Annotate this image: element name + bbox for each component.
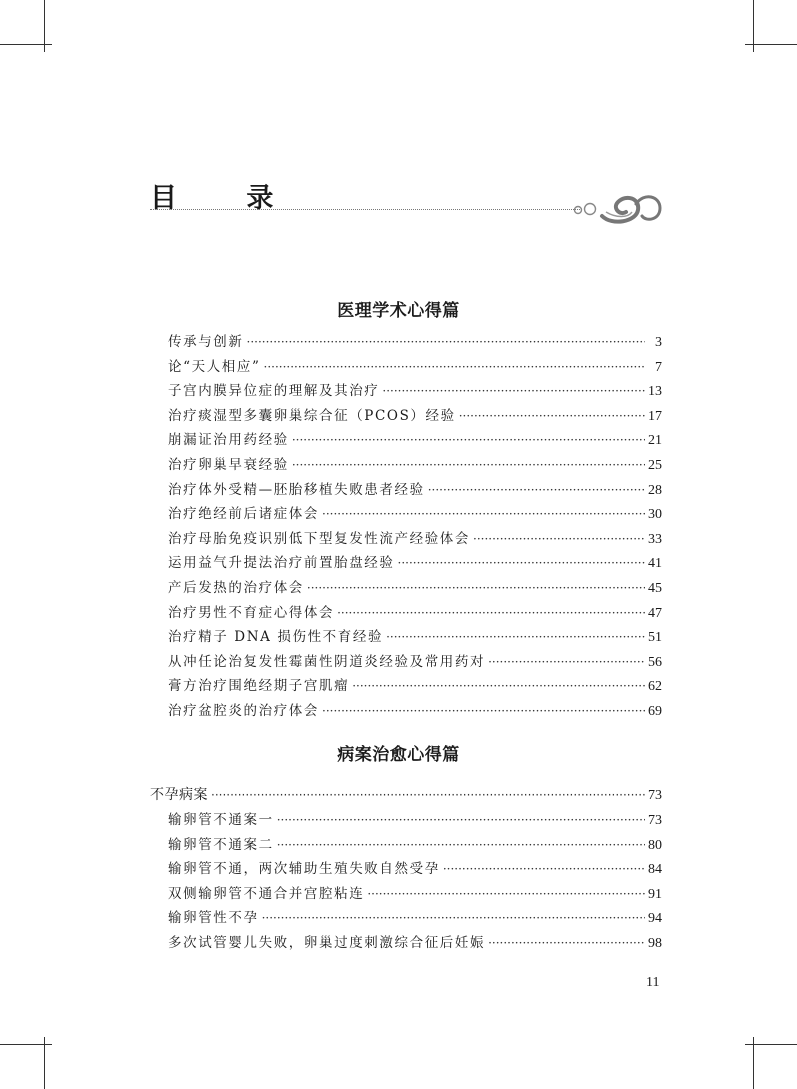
leader-dots bbox=[382, 384, 645, 398]
toc-entry-page: 80 bbox=[648, 837, 662, 853]
leader-dots bbox=[277, 813, 645, 827]
leader-dots bbox=[262, 911, 645, 925]
toc-entry-label: 输卵管不通案一 bbox=[168, 812, 274, 828]
toc-entry-page: 51 bbox=[648, 630, 662, 646]
toc-entry-page: 84 bbox=[648, 862, 662, 878]
leader-dots bbox=[459, 409, 645, 423]
leader-dots bbox=[337, 606, 645, 620]
toc-entry-label: 膏方治疗围绝经期子宫肌瘤 bbox=[168, 678, 350, 695]
toc-entry[interactable] bbox=[168, 404, 662, 429]
toc-entry-page: 73 bbox=[648, 813, 662, 828]
toc-entry-page: 30 bbox=[648, 507, 662, 523]
leader-dots bbox=[367, 887, 645, 901]
toc-entry-label: 治疗卵巢早衰经验 bbox=[168, 456, 289, 473]
page-header bbox=[150, 176, 665, 226]
leader-dots bbox=[473, 532, 645, 546]
page-title: 目 录 bbox=[150, 183, 304, 214]
crop-mark bbox=[0, 44, 52, 45]
leader-dots bbox=[264, 360, 645, 374]
toc-entry[interactable] bbox=[168, 551, 662, 576]
cloud-ornament-icon bbox=[556, 190, 666, 228]
leader-dots bbox=[322, 507, 645, 521]
toc-entry-page: 17 bbox=[648, 408, 662, 424]
toc-entry[interactable] bbox=[168, 906, 662, 931]
leader-dots bbox=[488, 655, 645, 669]
toc-entry[interactable] bbox=[168, 453, 662, 478]
toc-entry-page: 47 bbox=[648, 605, 662, 621]
toc-entry[interactable] bbox=[168, 379, 662, 404]
toc-entry-page: 21 bbox=[648, 433, 662, 449]
crop-mark bbox=[0, 1044, 52, 1045]
section-heading: 病案治愈心得篇 bbox=[337, 745, 460, 765]
toc-entry-label: 治疗男性不育症心得体会 bbox=[168, 604, 335, 621]
toc-entry-page: 69 bbox=[648, 703, 662, 719]
toc-entry[interactable] bbox=[168, 330, 662, 355]
title-rule bbox=[150, 209, 582, 210]
toc-entry-page: 91 bbox=[648, 886, 662, 902]
toc-entry-page: 25 bbox=[648, 457, 662, 473]
toc-entry-page: 94 bbox=[648, 911, 662, 927]
toc-entry[interactable] bbox=[168, 833, 662, 858]
toc-entry-page: 98 bbox=[648, 935, 662, 951]
toc-category-page: 73 bbox=[648, 788, 662, 803]
toc-entry-label: 治疗绝经前后诸症体会 bbox=[168, 506, 319, 523]
leader-dots bbox=[247, 335, 646, 349]
toc-entry-label: 子宫内膜异位症的理解及其治疗 bbox=[168, 383, 380, 400]
leader-dots bbox=[277, 838, 645, 852]
toc-category bbox=[150, 784, 662, 809]
toc-entry-label: 治疗精子 DNA 损伤性不育经验 bbox=[168, 629, 384, 646]
leader-dots bbox=[443, 862, 645, 876]
toc-entry-label: 崩漏证治用药经验 bbox=[168, 432, 289, 449]
leader-dots bbox=[352, 679, 645, 693]
toc-entry[interactable] bbox=[168, 650, 662, 675]
toc-entry[interactable] bbox=[168, 428, 662, 453]
crop-mark bbox=[745, 44, 797, 45]
toc-entry-page: 28 bbox=[648, 482, 662, 498]
toc-entry[interactable] bbox=[168, 601, 662, 626]
toc-entry-label: 产后发热的治疗体会 bbox=[168, 579, 304, 596]
toc-entry-label: 论“天人相应” bbox=[168, 358, 261, 375]
toc-entry[interactable] bbox=[168, 857, 662, 882]
toc-entry-label: 传承与创新 bbox=[168, 334, 244, 350]
leader-dots bbox=[386, 630, 645, 644]
leader-dots bbox=[211, 788, 645, 802]
leader-dots bbox=[428, 483, 645, 497]
toc-entry-page: 33 bbox=[648, 531, 662, 547]
toc-entry[interactable] bbox=[168, 576, 662, 601]
toc-entry-label: 输卵管不通，两次辅助生殖失败自然受孕 bbox=[168, 861, 440, 878]
toc-entry-label: 双侧输卵管不通合并宫腔粘连 bbox=[168, 885, 365, 902]
toc-entry[interactable] bbox=[168, 502, 662, 527]
leader-dots bbox=[307, 581, 645, 595]
toc-entry[interactable] bbox=[168, 882, 662, 907]
toc-entry-page: 3 bbox=[655, 335, 662, 350]
toc-entry-label: 输卵管性不孕 bbox=[168, 910, 259, 927]
toc-entry[interactable] bbox=[168, 527, 662, 552]
toc-entry-label: 输卵管不通案二 bbox=[168, 836, 274, 853]
toc-entry-page: 13 bbox=[648, 384, 662, 400]
page-number: 11 bbox=[646, 975, 660, 990]
toc-entry-label: 治疗痰湿型多囊卵巢综合征（PCOS）经验 bbox=[168, 407, 456, 424]
leader-dots bbox=[398, 556, 646, 570]
toc-entry[interactable] bbox=[168, 674, 662, 699]
toc-list bbox=[168, 808, 662, 956]
toc-entry-label: 从冲任论治复发性霉菌性阴道炎经验及常用药对 bbox=[168, 653, 486, 670]
toc-list bbox=[168, 330, 662, 724]
toc-entry[interactable] bbox=[168, 931, 662, 956]
toc-category-label: 不孕病案 bbox=[150, 787, 208, 803]
toc-entry-page: 45 bbox=[648, 580, 662, 596]
leader-dots bbox=[488, 936, 645, 950]
toc-entry[interactable] bbox=[168, 478, 662, 503]
toc-entry-page: 41 bbox=[648, 556, 662, 572]
section-heading: 医理学术心得篇 bbox=[337, 301, 460, 321]
toc-category-entry[interactable] bbox=[150, 784, 662, 809]
leader-dots bbox=[322, 704, 645, 718]
toc-entry-label: 治疗盆腔炎的治疗体会 bbox=[168, 702, 319, 719]
leader-dots bbox=[292, 458, 645, 472]
toc-entry[interactable] bbox=[168, 625, 662, 650]
toc-entry-label: 治疗母胎免疫识别低下型复发性流产经验体会 bbox=[168, 530, 470, 547]
toc-entry[interactable] bbox=[168, 355, 662, 380]
toc-entry[interactable] bbox=[168, 808, 662, 833]
toc-entry-page: 7 bbox=[655, 359, 662, 375]
leader-dots bbox=[292, 433, 645, 447]
toc-entry[interactable] bbox=[168, 699, 662, 724]
toc-entry-label: 多次试管婴儿失败，卵巢过度刺激综合征后妊娠 bbox=[168, 934, 486, 951]
toc-entry-page: 56 bbox=[648, 654, 662, 670]
crop-mark bbox=[745, 1044, 797, 1045]
toc-entry-page: 62 bbox=[648, 679, 662, 695]
toc-entry-label: 治疗体外受精—胚胎移植失败患者经验 bbox=[168, 481, 425, 498]
toc-entry-label: 运用益气升提法治疗前置胎盘经验 bbox=[168, 555, 395, 572]
